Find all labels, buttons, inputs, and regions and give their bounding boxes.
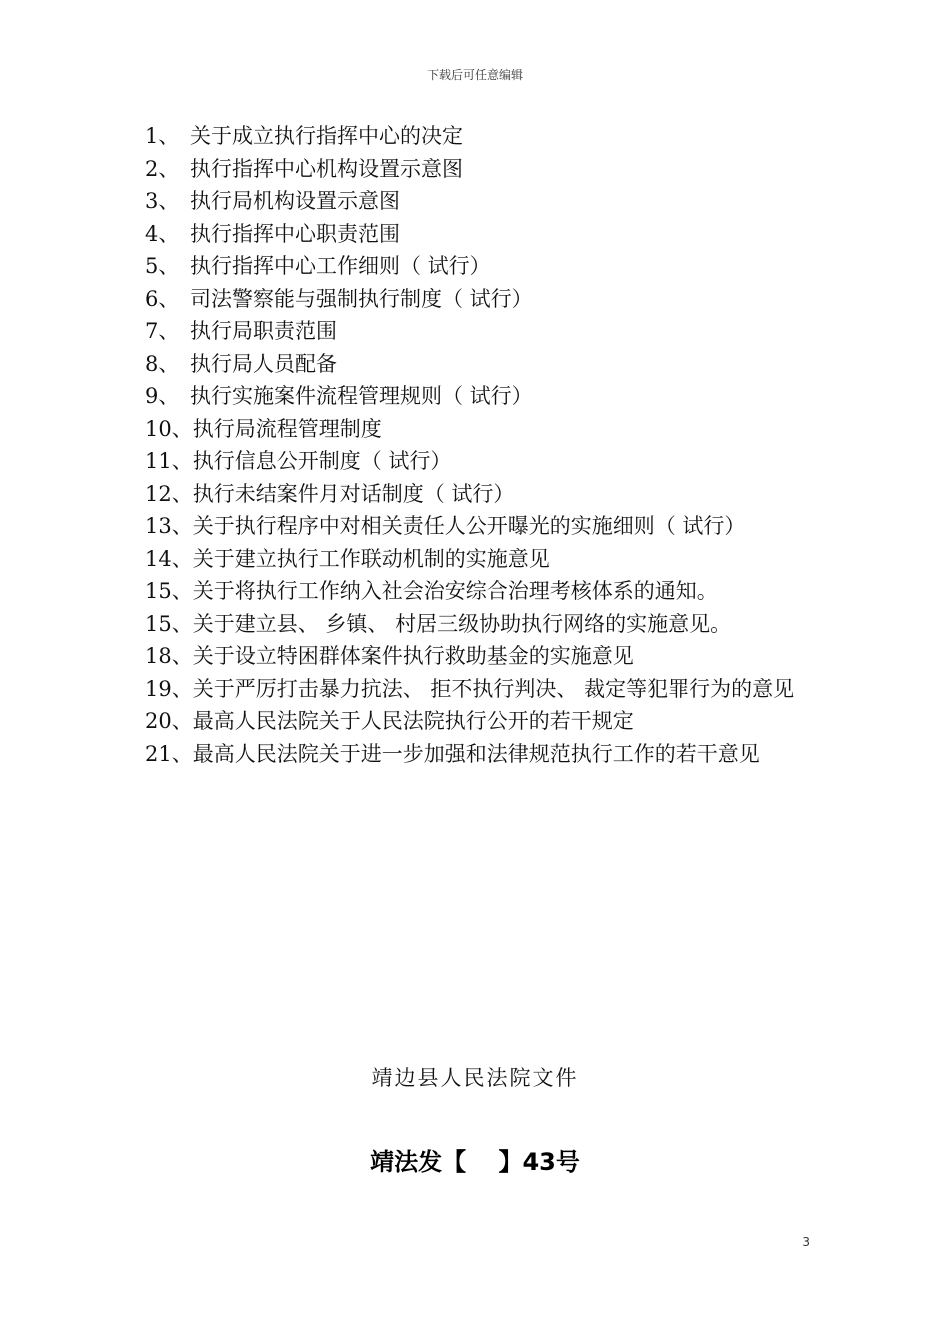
item-title: 执行信息公开制度（ 试行） — [192, 449, 452, 473]
list-item — [145, 348, 810, 381]
item-number: 20、 — [145, 709, 193, 733]
item-title: 最高人民法院关于进一步加强和法律规范执行工作的若干意见 — [192, 741, 760, 766]
item-title: 司法警察能与强制执行制度（ 试行） — [190, 286, 533, 311]
list-item — [145, 185, 810, 218]
page-header-note: 下载后可任意编辑 — [426, 68, 523, 82]
list-item — [145, 120, 810, 153]
item-title: 关于严厉打击暴力抗法、 拒不执行判决、 裁定等犯罪行为的意见 — [192, 676, 795, 701]
list-item — [145, 738, 810, 771]
list-item — [145, 250, 810, 283]
item-number: 11、 — [145, 449, 193, 473]
item-title: 执行局流程管理制度 — [192, 416, 382, 441]
item-number: 10、 — [145, 416, 193, 441]
item-number: 7、 — [145, 319, 180, 343]
item-title: 执行指挥中心机构设置示意图 — [190, 156, 463, 181]
list-item — [145, 543, 810, 576]
list-item — [145, 510, 810, 543]
item-number: 13、 — [145, 514, 193, 538]
item-number: 2、 — [145, 156, 180, 181]
item-number: 12、 — [145, 481, 193, 506]
item-number: 15、 — [145, 611, 193, 636]
issuing-court-heading: 靖边县人民法院文件 — [371, 1066, 579, 1090]
item-title: 关于设立特困群体案件执行救助基金的实施意见 — [192, 644, 634, 668]
item-title: 关于建立执行工作联动机制的实施意见 — [192, 546, 550, 571]
list-item — [145, 315, 810, 348]
item-number: 6、 — [145, 286, 180, 311]
list-item — [145, 413, 810, 446]
list-item — [145, 575, 810, 608]
item-number: 15、 — [145, 579, 193, 603]
list-item — [145, 445, 810, 478]
item-title: 关于将执行工作纳入社会治安综合治理考核体系的通知。 — [192, 579, 718, 603]
list-item — [145, 608, 810, 641]
list-item — [145, 153, 810, 186]
item-title: 最高人民法院关于人民法院执行公开的若干规定 — [192, 709, 634, 733]
list-item — [145, 380, 810, 413]
item-number: 9、 — [145, 384, 180, 408]
document-number: 靖法发【 】43号 — [370, 1148, 580, 1176]
item-title: 执行局职责范围 — [190, 319, 337, 343]
item-title: 关于成立执行指挥中心的决定 — [190, 124, 463, 148]
item-number: 8、 — [145, 351, 180, 376]
item-title: 执行实施案件流程管理规则（ 试行） — [190, 384, 533, 408]
item-number: 3、 — [145, 189, 180, 213]
list-item — [145, 673, 810, 706]
item-title: 执行未结案件月对话制度（ 试行） — [192, 481, 515, 506]
item-number: 21、 — [145, 741, 193, 766]
item-number: 1、 — [145, 124, 180, 148]
list-item — [145, 640, 810, 673]
item-title: 关于建立县、 乡镇、 村居三级协助执行网络的实施意见。 — [192, 611, 732, 636]
item-number: 18、 — [145, 644, 193, 668]
list-item — [145, 218, 810, 251]
list-item — [145, 283, 810, 316]
item-title: 执行指挥中心职责范围 — [190, 221, 400, 246]
page-number: 3 — [802, 1235, 810, 1249]
list-item — [145, 478, 810, 511]
list-item — [145, 705, 810, 738]
item-title: 执行局机构设置示意图 — [190, 189, 400, 213]
item-number: 14、 — [145, 546, 193, 571]
item-number: 19、 — [145, 676, 193, 701]
document-index-list — [145, 120, 810, 770]
item-title: 执行指挥中心工作细则（ 试行） — [190, 254, 491, 278]
item-number: 4、 — [145, 221, 180, 246]
item-title: 关于执行程序中对相关责任人公开曝光的实施细则（ 试行） — [192, 514, 746, 538]
item-number: 5、 — [145, 254, 180, 278]
item-title: 执行局人员配备 — [190, 351, 337, 376]
